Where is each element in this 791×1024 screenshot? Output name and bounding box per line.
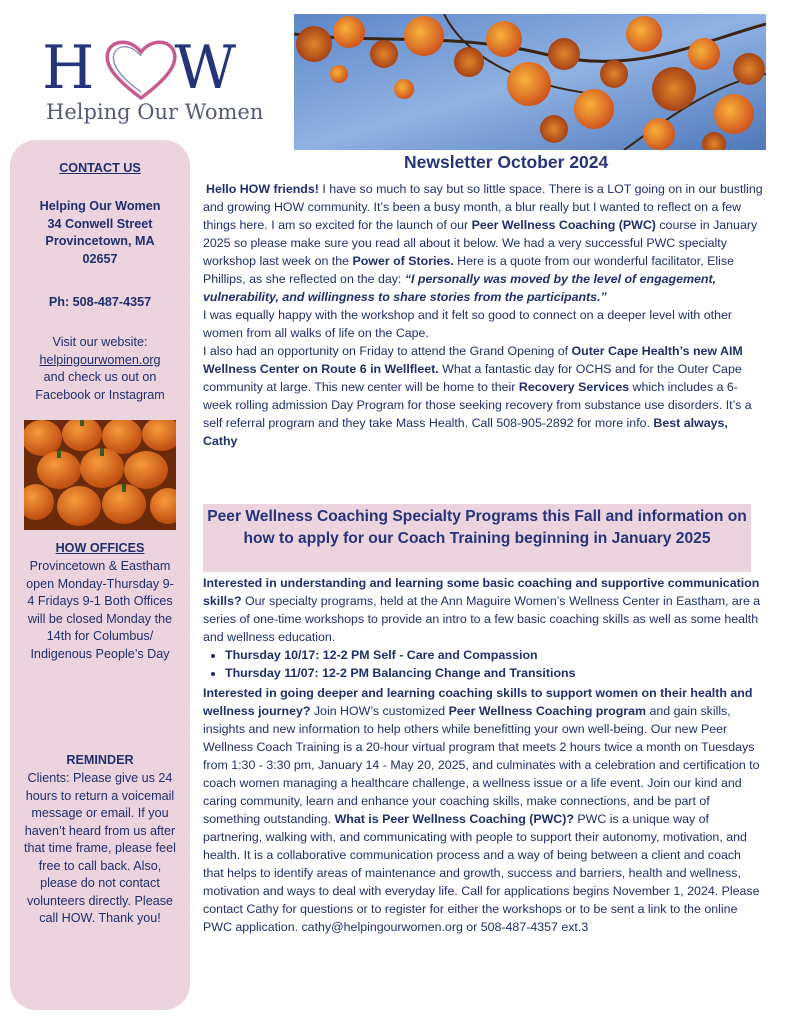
autumn-leaves-image (294, 14, 766, 150)
workshop-list (203, 646, 765, 682)
intro-text: I also had an opportunity on Friday to attend the Grand Opening of (203, 344, 572, 358)
intro-text: which includes a 6-week rolling admission Day Program for those seeking recovery from substance use disorders. It’s a self referral program and they take Mass Health. Call 508-905-2892 for more info. (203, 380, 752, 430)
logo (30, 30, 280, 130)
social-text: and check us out on Facebook or Instagram (35, 370, 165, 402)
offices-heading: HOW OFFICES (55, 541, 145, 555)
section-text: Our specialty programs, held at the Ann Maguire Women’s Wellness Center in Eastham, are a series of one-time workshops to provide an intro to a few basic coaching skills as well as some health and wellness education. (203, 594, 761, 644)
intro-text: I have so much to say but so little space. There is a LOT going on in our bustling and growing HOW community. It’s been a busy month, a blur really but I wanted to reflect on a few things here. I am so excited for the launch of our (203, 182, 763, 232)
section-lead: Interested in going deeper and learning coaching skills to support women on their health and wellness journey? (203, 686, 753, 718)
offices-text: Provincetown & Eastham open Monday-Thursday 9-4 Fridays 9-1 Both Offices will be closed Monday the 14th for Columbus/ Indigenous People’s Day (26, 559, 174, 661)
facilitator-quote: “I personally was moved by the level of engagement, vulnerability, and willingness to share stories from the participants.” (203, 272, 717, 304)
recovery-services-label: Recovery Services (518, 380, 630, 394)
intro-text: Here is a quote from our wonderful facilitator, Elise Phillips, as she reflected on the day: (203, 254, 734, 286)
intro-letter (203, 180, 765, 450)
intro-paragraph (203, 342, 765, 450)
website-block (16, 334, 184, 404)
reminder-text: Clients: Please give us 24 hours to return a voicemail message or email. If you haven’t heard from us after that time frame, please feel free to call back. Also, please do not contact volunteers directly. Please call HOW. Thank you! (24, 771, 176, 925)
address-line: 02657 (82, 251, 118, 266)
address-line: 34 Conwell Street (47, 216, 153, 231)
phone-number: Ph: 508-487-4357 (48, 295, 152, 309)
section-paragraph (203, 684, 765, 936)
address-line: Provincetown, MA (45, 234, 155, 248)
contact-heading: CONTACT US (59, 161, 141, 175)
section-text: Join HOW’s customized (310, 704, 449, 718)
section-title: Peer Wellness Coaching Specialty Programs this Fall and information on how to apply for our Coach Training beginning in January 2025 (207, 508, 747, 547)
website-link[interactable]: helpingourwomen.org (39, 352, 161, 367)
pumpkins-image (24, 420, 176, 530)
signoff: Best always, Cathy (203, 416, 728, 448)
section-paragraph (203, 574, 765, 646)
section-text: PWC is a unique way of partnering, walking with, and communicating with people to support their autonomy, motivation, and health. It is a collaborative communication process and a way of being between a client and coach that helps to identify areas of maintenance and growth, success and barriers, health and wellness, motivation and ways to deal with everyday life. Call for applications begins November 1, 2024. Please contact Cathy for questions or to register for either the workshops or to be sent a link to the online PWC application. cathy@helpingourwomen.org or 508-487-4357 ext.3 (203, 812, 760, 934)
intro-paragraph: I was equally happy with the workshop and it felt so good to connect on a deeper level with other women from all walks of life on the Cape. (203, 308, 732, 340)
greeting: Hello HOW friends! (206, 182, 319, 196)
workshop-item: • Thursday 11/07: 12-2 PM Balancing Change and Transitions (225, 664, 765, 682)
outer-cape-label: Outer Cape Health’s new AIM Wellness Center on Route 6 in Wellfleet. (203, 344, 743, 376)
address-line: Helping Our Women (39, 199, 161, 213)
section-text: and gain skills, insights and new information to help others while benefitting your own well-being. Our new Peer Wellness Coach Training is a 20-hour virtual program that meets 2 hours twice a month on Tuesdays from 1:30 - 3:30 pm, January 14 - May 20, 2025, and culminates with a celebration and certification to coach women managing a healthcare challenge, a wellness issue or a life event. Join our kind and caring community, learn and enhance your coaching skills, make connections, and be part of something outstanding. (203, 704, 760, 826)
logo-letter-w: W (174, 33, 238, 103)
newsletter-title: Newsletter October 2024 (404, 152, 609, 172)
section-lead: Interested in understanding and learning some basic coaching and supportive communication skills? (203, 576, 760, 608)
intro-text: course in January 2025 so please make sure you read all about it below. We had a very successful PWC specialty workshop last week on the (203, 218, 758, 268)
address-block (16, 198, 184, 268)
sidebar (10, 140, 190, 1010)
power-of-stories-label: Power of Stories. (352, 254, 454, 268)
heart-icon (100, 34, 182, 104)
section-heading-box (203, 504, 751, 572)
logo-tagline: Helping Our Women (46, 100, 264, 124)
program-label: Peer Wellness Coaching program (448, 704, 647, 718)
reminder-heading: REMINDER (66, 753, 134, 767)
visit-text: Visit our website: (52, 335, 148, 349)
workshop-item: • Thursday 10/17: 12-2 PM Self - Care and Compassion (225, 646, 765, 664)
section-body (203, 574, 765, 936)
intro-paragraph (203, 180, 765, 306)
intro-text: What a fantastic day for OCHS and for the Outer Cape community at large. This new center will be home to their (203, 362, 742, 394)
what-is-pwc-label: What is Peer Wellness Coaching (PWC)? (334, 812, 574, 826)
logo-letter-h: H (42, 33, 97, 103)
pwc-label: Peer Wellness Coaching (PWC) (471, 218, 656, 232)
